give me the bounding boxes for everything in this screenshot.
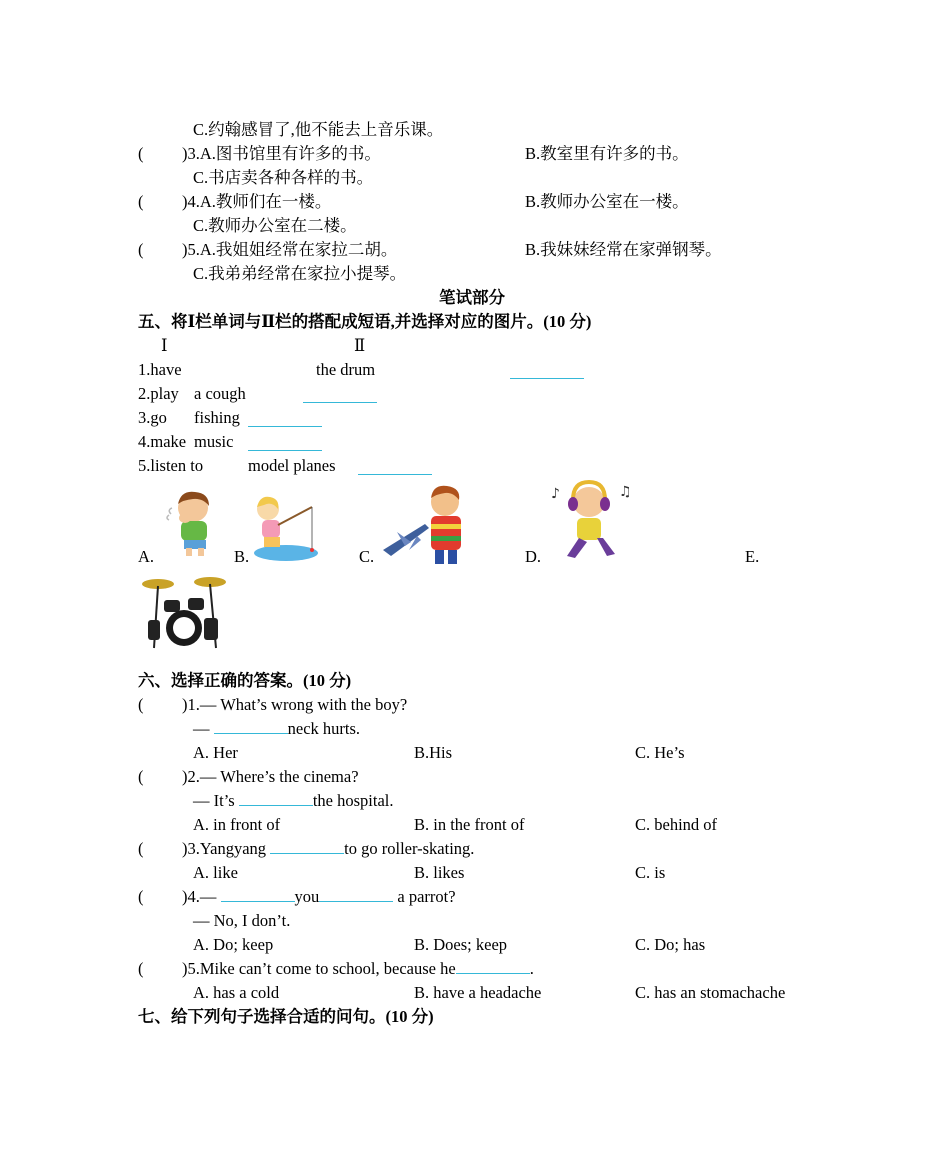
svg-text:♫: ♫ bbox=[619, 484, 632, 500]
girl-fishing-picture bbox=[250, 493, 322, 563]
match-left-1: 1.have bbox=[138, 360, 182, 379]
picture-label-d: D. bbox=[525, 547, 542, 566]
q4-option-b: B.教师办公室在一楼。 bbox=[525, 192, 689, 211]
match-right-4: music bbox=[194, 432, 234, 451]
part7-title: 七、给下列句子选择合适的问句。(10 分) bbox=[138, 1007, 434, 1026]
question-prefix: )4.— bbox=[182, 887, 217, 906]
answer-blank[interactable] bbox=[270, 839, 344, 854]
boy-listening-music-picture bbox=[543, 476, 635, 564]
match-left-5: 5.listen to bbox=[138, 456, 204, 475]
answer-blank[interactable] bbox=[221, 887, 295, 902]
mc-question-3 bbox=[182, 839, 474, 859]
mc-5-option-c: C. has an stomachache bbox=[635, 983, 786, 1002]
picture-label-c: C. bbox=[359, 547, 375, 566]
mc-question-4 bbox=[182, 887, 456, 907]
mc-4-option-c: C. Do; has bbox=[635, 935, 706, 954]
answer-prefix: — bbox=[193, 719, 210, 738]
q5-option-b: B.我妹妹经常在家弹钢琴。 bbox=[525, 240, 722, 259]
mc-3-option-c: C. is bbox=[635, 863, 666, 882]
mc-answer-line-1 bbox=[193, 719, 360, 739]
question-prefix: )5.Mike can’t come to school, because he bbox=[182, 959, 456, 978]
question-suffix: a parrot? bbox=[397, 887, 456, 906]
match-left-3: 3.go bbox=[138, 408, 167, 427]
q3-option-c: C.书店卖各种各样的书。 bbox=[193, 168, 374, 187]
mc-1-option-c: C. He’s bbox=[635, 743, 685, 762]
answer-paren: ( bbox=[138, 767, 144, 786]
q5-option-c: C.我弟弟经常在家拉小提琴。 bbox=[193, 264, 407, 283]
picture-label-b: B. bbox=[234, 547, 250, 566]
question-suffix: to go roller-skating. bbox=[344, 839, 475, 858]
mc-5-option-b: B. have a headache bbox=[414, 983, 542, 1002]
mc-2-option-b: B. in the front of bbox=[414, 815, 525, 834]
written-section-title: 笔试部分 bbox=[439, 288, 505, 307]
answer-prefix: — It’s bbox=[193, 791, 235, 810]
answer-blank[interactable] bbox=[456, 959, 530, 974]
boy-coughing-picture bbox=[163, 488, 225, 560]
answer-paren: ( bbox=[138, 695, 144, 714]
answer-blank[interactable] bbox=[319, 887, 393, 902]
mc-question-2: )2.— Where’s the cinema? bbox=[182, 767, 359, 786]
mc-5-option-a: A. has a cold bbox=[193, 983, 280, 1002]
mc-question-5 bbox=[182, 959, 534, 979]
column-2-header: Ⅱ bbox=[354, 336, 366, 355]
answer-paren: ( bbox=[138, 240, 144, 259]
q2-option-c: C.约翰感冒了,他不能去上音乐课。 bbox=[193, 120, 444, 139]
answer-blank[interactable] bbox=[303, 388, 377, 403]
match-right-1: the drum bbox=[316, 360, 376, 379]
mc-4-option-b: B. Does; keep bbox=[414, 935, 508, 954]
mc-3-option-b: B. likes bbox=[414, 863, 465, 882]
mc-1-option-b: B.His bbox=[414, 743, 453, 762]
match-right-5: model planes bbox=[248, 456, 336, 475]
boy-model-plane-picture bbox=[377, 480, 477, 564]
answer-blank[interactable] bbox=[248, 436, 322, 451]
match-right-3: fishing bbox=[194, 408, 240, 427]
answer-paren: ( bbox=[138, 839, 144, 858]
mc-answer-line-2 bbox=[193, 791, 394, 811]
mc-4-option-a: A. Do; keep bbox=[193, 935, 274, 954]
answer-paren: ( bbox=[138, 144, 144, 163]
part6-title: 六、选择正确的答案。(10 分) bbox=[138, 671, 352, 690]
match-left-2: 2.play bbox=[138, 384, 179, 403]
q4-option-c: C.教师办公室在二楼。 bbox=[193, 216, 357, 235]
q4-option-a: )4.A.教师们在一楼。 bbox=[182, 192, 332, 211]
q3-option-b: B.教室里有许多的书。 bbox=[525, 144, 689, 163]
mc-4-answer: — No, I don’t. bbox=[193, 911, 291, 930]
match-right-2: a cough bbox=[194, 384, 246, 403]
answer-blank[interactable] bbox=[239, 791, 313, 806]
answer-blank[interactable] bbox=[510, 364, 584, 379]
q3-option-a: )3.A.图书馆里有许多的书。 bbox=[182, 144, 381, 163]
mc-1-option-a: A. Her bbox=[193, 743, 238, 762]
column-1-header: Ⅰ bbox=[161, 336, 168, 355]
answer-blank[interactable] bbox=[358, 460, 432, 475]
mc-question-1: )1.— What’s wrong with the boy? bbox=[182, 695, 408, 714]
question-middle: you bbox=[294, 887, 320, 906]
picture-label-a: A. bbox=[138, 547, 155, 566]
mc-2-option-c: C. behind of bbox=[635, 815, 718, 834]
q5-option-a: )5.A.我姐姐经常在家拉二胡。 bbox=[182, 240, 398, 259]
part5-title: 五、将Ⅰ栏单词与Ⅱ栏的搭配成短语,并选择对应的图片。(10 分) bbox=[138, 312, 592, 331]
question-suffix: . bbox=[529, 959, 534, 978]
answer-paren: ( bbox=[138, 887, 144, 906]
mc-2-option-a: A. in front of bbox=[193, 815, 281, 834]
answer-paren: ( bbox=[138, 192, 144, 211]
answer-paren: ( bbox=[138, 959, 144, 978]
answer-blank[interactable] bbox=[214, 719, 288, 734]
answer-suffix: the hospital. bbox=[312, 791, 394, 810]
match-left-4: 4.make bbox=[138, 432, 187, 451]
svg-text:♪: ♪ bbox=[551, 486, 560, 502]
answer-suffix: neck hurts. bbox=[287, 719, 361, 738]
drum-kit-picture bbox=[140, 572, 228, 652]
question-prefix: )3.Yangyang bbox=[182, 839, 267, 858]
picture-label-e: E. bbox=[745, 547, 760, 566]
mc-3-option-a: A. like bbox=[193, 863, 238, 882]
answer-blank[interactable] bbox=[248, 412, 322, 427]
